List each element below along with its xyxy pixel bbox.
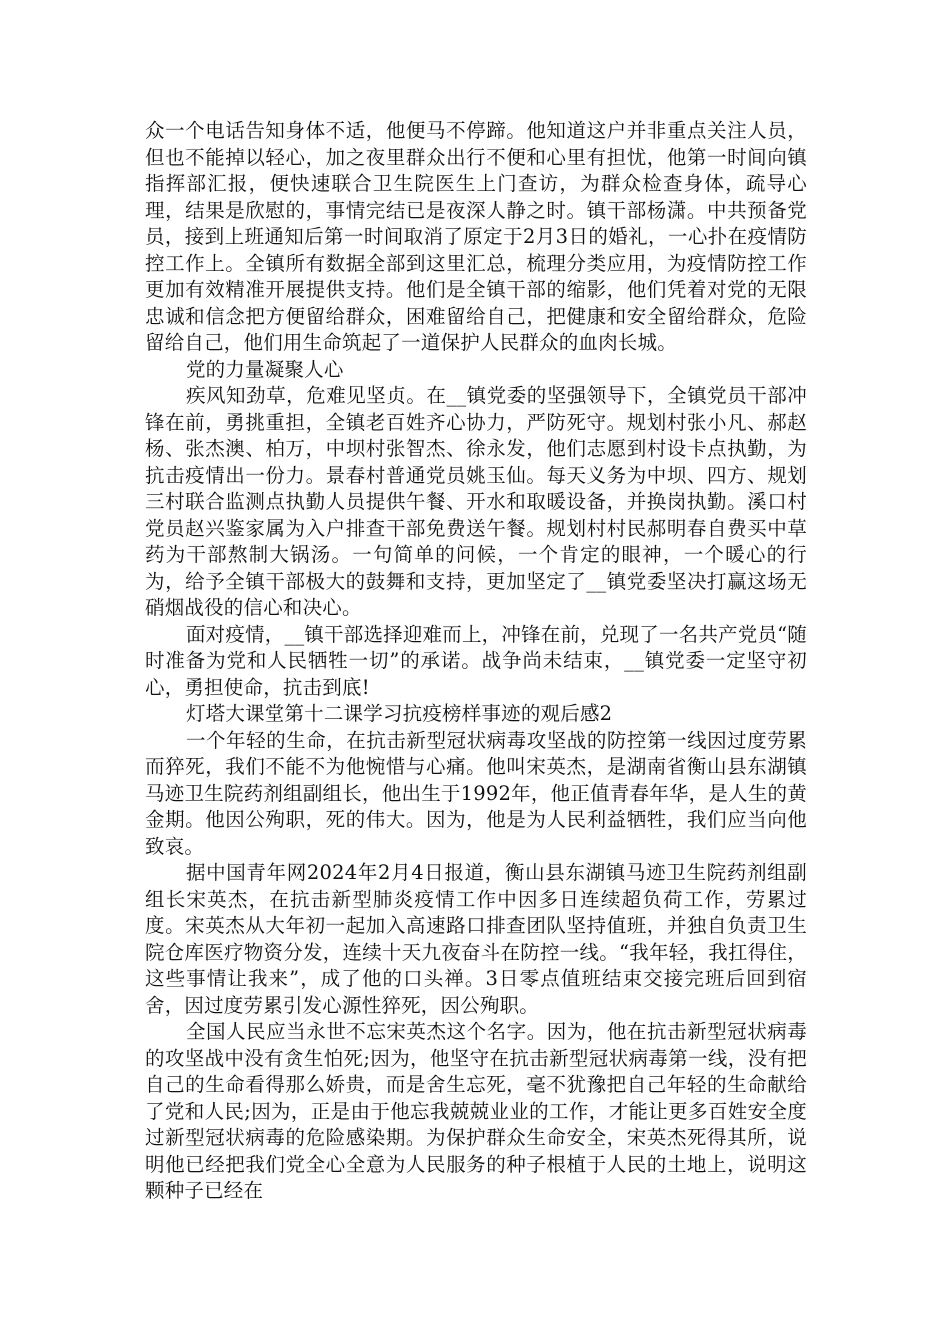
paragraph-party-members: 疾风知劲草，危难见坚贞。在__镇党委的坚强领导下，全镇党员干部冲锋在前，勇挑重担，全镇老百姓齐心协力，严防死守。规划村张小凡、郝赵杨、张杰澳、柏万，中坝村张智杰、徐永发，他们志愿到村设卡点执勤，为抗击疫情出一份力。景春村普通党员姚玉仙。每天义务为中坝、四方、规划三村联合监测点执勤人员提供午餐、开水和取暖设备，并换岗执勤。溪口村党员赵兴鉴家属为入户排查干部免费送午餐。规划村村民郝明春自费买中草药为干部熬制大锅汤。一句简单的问候，一个肯定的眼神，一个暖心的行为，给予全镇干部极大的鼓舞和支持，更加坚定了__镇党委坚决打赢这场无硝烟战役的信心和决心。 <box>145 384 807 619</box>
paragraph-facing-epidemic: 面对疫情，__镇干部选择迎难而上，冲锋在前，兑现了一名共产党员“随时准备为党和人民牺牲一切”的承诺。战争尚未结束，__镇党委一定坚守初心，勇担使命，抗击到底! <box>145 622 808 699</box>
section-heading-party-strength: 党的力量凝聚人心 <box>185 357 344 381</box>
paragraph-news-report: 据中国青年网2024年2月4日报道，衡山县东湖镇马迹卫生院药剂组副组长宋英杰，在抗击新型肺炎疫情工作中因多日连续超负荷工作，劳累过度。宋英杰从大年初一起加入高速路口排查团队坚持值班，并独自负责卫生院仓库医疗物资分发，连续十天九夜奋斗在防控一线。“我年轻，我扛得住，这些事情让我来”，成了他的口头禅。3日零点值班结束交接完班后回到宿舍，因过度劳累引发心源性猝死，因公殉职。 <box>145 861 807 1017</box>
paragraph-continuation: 众一个电话告知身体不适，他便马不停蹄。他知道这户并非重点关注人员，但也不能掉以轻心，加之夜里群众出行不便和心里有担忧，他第一时间向镇指挥部汇报，便快速联合卫生院医生上门查访，为群众检查身体，疏导心理，结果是欣慰的，事情完结已是夜深人静之时。镇干部杨潇。中共预备党员，接到上班通知后第一时间取消了原定于2月3日的婚礼，一心扑在疫情防控工作上。全镇所有数据全部到这里汇总，梳理分类应用，为疫情防控工作更加有效精准开展提供支持。他们是全镇干部的缩影，他们凭着对党的无限忠诚和信念把方便留给群众，困难留给自己，把健康和安全留给群众，危险留给自己，他们用生命筑起了一道保护人民群众的血肉长城。 <box>145 119 807 354</box>
document-body <box>145 118 807 1205</box>
paragraph-young-life: 一个年轻的生命，在抗击新型冠状病毒攻坚战的防控第一线因过度劳累而猝死，我们不能不为他惋惜与心痛。他叫宋英杰，是湖南省衡山县东湖镇马迹卫生院药剂组副组长，他出生于1992年，他正值青春年华，是人生的黄金期。他因公殉职，死的伟大。因为，他是为人民利益牺牲，我们应当向他致哀。 <box>145 728 807 858</box>
paragraph-remember-name: 全国人民应当永世不忘宋英杰这个名字。因为，他在抗击新型冠状病毒的攻坚战中没有贪生怕死;因为，他坚守在抗击新型冠状病毒第一线，没有把自己的生命看得那么娇贵，而是舍生忘死，毫不犹豫把自己年轻的生命献给了党和人民;因为，正是由于他忘我兢兢业业的工作，才能让更多百姓安全度过新型冠状病毒的危险感染期。为保护群众生命安全，宋英杰死得其所，说明他已经把我们党全心全意为人民服务的种子根植于人民的土地上，说明这颗种子已经在 <box>145 1020 807 1202</box>
article-title-2: 灯塔大课堂第十二课学习抗疫榜样事迹的观后感2 <box>185 702 613 725</box>
